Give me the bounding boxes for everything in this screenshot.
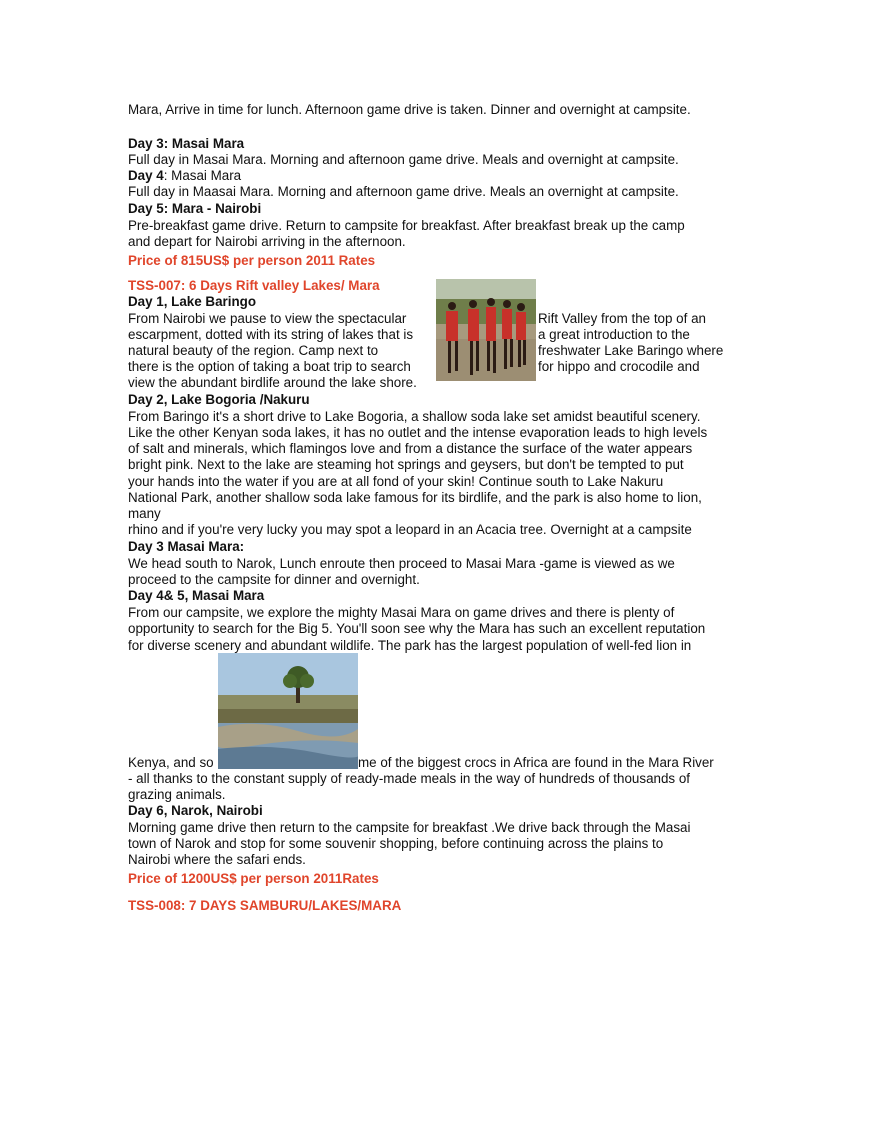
day2-line: bright pink. Next to the lake are steaming hot springs and geysers, but don't be tempted to put: [128, 457, 684, 472]
day1-left-line: view the abundant birdlife around the lake shore.: [128, 375, 417, 390]
masai-dancers-photo: [436, 279, 536, 381]
day5-heading: Day 5: Mara - Nairobi: [128, 201, 262, 216]
day1-right-line: Rift Valley from the top of an: [538, 311, 706, 326]
day2-line: rhino and if you're very lucky you may spot a leopard in an Acacia tree. Overnight at a campsite: [128, 522, 692, 537]
intro-paragraph: Mara, Arrive in time for lunch. Afternoon game drive is taken. Dinner and overnight at campsite.: [128, 102, 691, 117]
tour7-day45-heading: Day 4& 5, Masai Mara: [128, 588, 265, 603]
kenya-right: me of the biggest crocs in Africa are found in the Mara River: [358, 755, 714, 770]
mara-river-photo: [218, 653, 358, 769]
day45-line: opportunity to search for the Big 5. You'll soon see why the Mara has such an excellent reputation: [128, 621, 706, 636]
tour7-day2-heading: Day 2, Lake Bogoria /Nakuru: [128, 392, 310, 407]
tour8-title: TSS-008: 7 DAYS SAMBURU/LAKES/MARA: [128, 898, 402, 913]
tour7-day6-heading: Day 6, Narok, Nairobi: [128, 803, 263, 818]
day1-left-line: there is the option of taking a boat trip to search: [128, 359, 411, 374]
day1-left-line: escarpment, dotted with its string of lakes that is: [128, 327, 414, 342]
day45-tail-line: grazing animals.: [128, 787, 226, 802]
day45-line: for diverse scenery and abundant wildlife. The park has the largest population of well-fed lion in: [128, 638, 692, 653]
tour7-day1-heading: Day 1, Lake Baringo: [128, 294, 257, 309]
day45-tail-line: - all thanks to the constant supply of ready-made meals in the way of hundreds of thousands of: [128, 771, 690, 786]
day2-line: of salt and minerals, which flamingos love and from a distance the surface of the water appears: [128, 441, 693, 456]
day4-heading: Day 4: Masai Mara: [128, 168, 242, 183]
day2-line: your hands into the water if you are at all fond of your skin! Continue south to Lake Nakuru: [128, 474, 664, 489]
day2-line: Like the other Kenyan soda lakes, it has no outlet and the intense evaporation leads to high levels: [128, 425, 708, 440]
day2-line: National Park, another shallow soda lake famous for its birdlife, and the park is also home to lion,: [128, 490, 702, 505]
day1-right-line: for hippo and crocodile and: [538, 359, 700, 374]
day1-right-line: freshwater Lake Baringo where: [538, 343, 724, 358]
day5-text-1: Pre-breakfast game drive. Return to campsite for breakfast. After breakfast break up the camp: [128, 218, 685, 233]
day3-line: We head south to Narok, Lunch enroute then proceed to Masai Mara -game is viewed as we: [128, 556, 675, 571]
day3-text: Full day in Masai Mara. Morning and afternoon game drive. Meals and overnight at campsite.: [128, 152, 679, 167]
day6-line: Nairobi where the safari ends.: [128, 852, 306, 867]
day6-line: Morning game drive then return to the campsite for breakfast .We drive back through the Masai: [128, 820, 691, 835]
day2-line: From Baringo it's a short drive to Lake Bogoria, a shallow soda lake set amidst beautiful scenery.: [128, 409, 701, 424]
kenya-left: Kenya, and so: [128, 755, 214, 770]
day4-text: Full day in Maasai Mara. Morning and afternoon game drive. Meals an overnight at campsite.: [128, 184, 679, 199]
day1-left-line: natural beauty of the region. Camp next to: [128, 343, 379, 358]
day3-heading: Day 3: Masai Mara: [128, 136, 245, 151]
tour7-day3-heading: Day 3 Masai Mara:: [128, 539, 245, 554]
day45-line: From our campsite, we explore the mighty Masai Mara on game drives and there is plenty of: [128, 605, 675, 620]
tour7-price: Price of 1200US$ per person 2011Rates: [128, 871, 379, 886]
day1-left-line: From Nairobi we pause to view the spectacular: [128, 311, 407, 326]
tour6-price: Price of 815US$ per person 2011 Rates: [128, 253, 376, 268]
day2-line: many: [128, 506, 161, 521]
day5-text-2: and depart for Nairobi arriving in the afternoon.: [128, 234, 406, 249]
day3-line: proceed to the campsite for dinner and overnight.: [128, 572, 420, 587]
day6-line: town of Narok and stop for some souvenir shopping, before continuing across the plains to: [128, 836, 664, 851]
tour7-title: TSS-007: 6 Days Rift valley Lakes/ Mara: [128, 278, 380, 293]
day1-right-line: a great introduction to the: [538, 327, 690, 342]
